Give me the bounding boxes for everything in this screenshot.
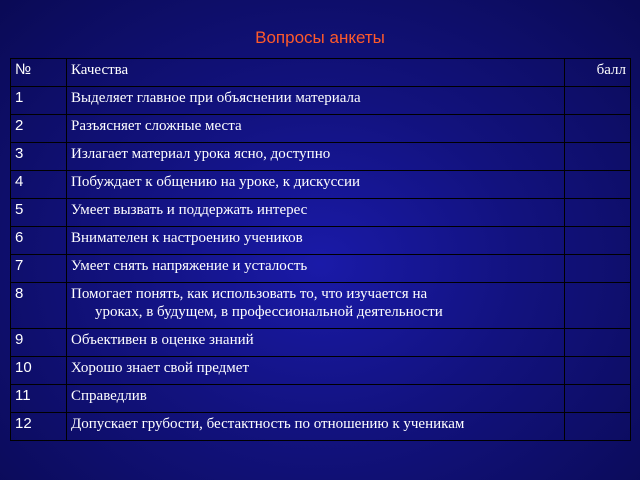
row-quality: Умеет снять напряжение и усталость bbox=[67, 255, 565, 283]
row-score bbox=[565, 283, 631, 329]
page-title: Вопросы анкеты bbox=[255, 28, 385, 47]
row-quality: Справедлив bbox=[67, 385, 565, 413]
row-quality: Хорошо знает свой предмет bbox=[67, 357, 565, 385]
table-row bbox=[11, 329, 631, 357]
row-score bbox=[565, 357, 631, 385]
row-quality bbox=[67, 283, 565, 329]
table-row bbox=[11, 115, 631, 143]
table-row bbox=[11, 227, 631, 255]
row-number: 11 bbox=[11, 385, 67, 413]
row-score bbox=[565, 171, 631, 199]
table-row bbox=[11, 413, 631, 441]
row-quality: Разъясняет сложные места bbox=[67, 115, 565, 143]
table-row bbox=[11, 87, 631, 115]
row-quality: Побуждает к общению на уроке, к дискуссии bbox=[67, 171, 565, 199]
row-quality: Объективен в оценке знаний bbox=[67, 329, 565, 357]
table-row bbox=[11, 143, 631, 171]
table-row bbox=[11, 171, 631, 199]
row-quality: Допускает грубости, бестактность по отношению к ученикам bbox=[67, 413, 565, 441]
row-quality-line1: Помогает понять, как использовать то, что изучается на bbox=[71, 286, 428, 302]
row-number: 7 bbox=[11, 255, 67, 283]
row-number: 1 bbox=[11, 87, 67, 115]
row-number: 8 bbox=[11, 283, 67, 329]
row-quality: Излагает материал урока ясно, доступно bbox=[67, 143, 565, 171]
row-number: 9 bbox=[11, 329, 67, 357]
header-row bbox=[11, 59, 631, 87]
table-row bbox=[11, 357, 631, 385]
table-row bbox=[11, 199, 631, 227]
row-number: 10 bbox=[11, 357, 67, 385]
row-number: 12 bbox=[11, 413, 67, 441]
header-score: балл bbox=[565, 59, 631, 87]
row-number: 3 bbox=[11, 143, 67, 171]
row-score bbox=[565, 413, 631, 441]
row-score bbox=[565, 87, 631, 115]
row-score bbox=[565, 115, 631, 143]
row-number: 6 bbox=[11, 227, 67, 255]
row-number: 4 bbox=[11, 171, 67, 199]
header-quality: Качества bbox=[67, 59, 565, 87]
row-score bbox=[565, 143, 631, 171]
row-quality-line2: уроках, в будущем, в профессиональной деятельности bbox=[95, 304, 443, 320]
table-row bbox=[11, 283, 631, 329]
row-number: 5 bbox=[11, 199, 67, 227]
row-score bbox=[565, 329, 631, 357]
table-row bbox=[11, 385, 631, 413]
row-score bbox=[565, 227, 631, 255]
table-row bbox=[11, 255, 631, 283]
row-score bbox=[565, 385, 631, 413]
survey-table bbox=[10, 58, 631, 441]
row-number: 2 bbox=[11, 115, 67, 143]
header-num: № bbox=[11, 59, 67, 87]
row-score bbox=[565, 199, 631, 227]
row-quality: Внимателен к настроению учеников bbox=[67, 227, 565, 255]
row-quality: Умеет вызвать и поддержать интерес bbox=[67, 199, 565, 227]
row-score bbox=[565, 255, 631, 283]
row-quality: Выделяет главное при объяснении материала bbox=[67, 87, 565, 115]
